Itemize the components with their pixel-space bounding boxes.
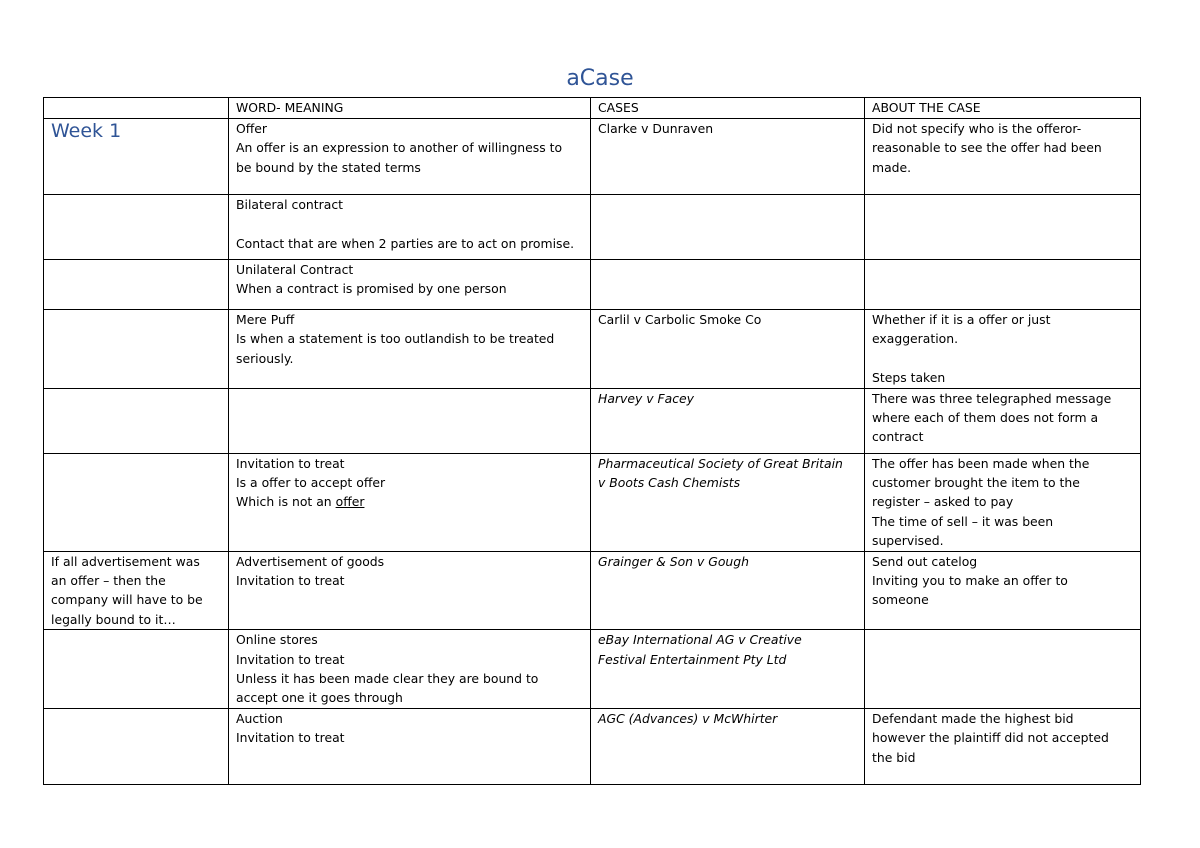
- cases-cell: [591, 260, 865, 310]
- about-line: There was three telegraphed message: [872, 390, 1112, 406]
- case-name: Pharmaceutical Society of Great Britain: [598, 455, 843, 471]
- case-name: Clarke v Dunraven: [598, 121, 714, 136]
- header-about-the-case: ABOUT THE CASE: [865, 98, 1141, 119]
- about-line: customer brought the item to the: [872, 475, 1080, 491]
- definition-line: Is when a statement is too outlandish to be treated: [236, 331, 555, 347]
- note-line: legally bound to it…: [51, 611, 176, 627]
- case-name: Harvey v Facey: [598, 390, 694, 406]
- case-name: AGC (Advances) v McWhirter: [598, 710, 778, 726]
- about-line: contract: [872, 429, 924, 445]
- about-cell: [865, 119, 1141, 195]
- blank-line: [236, 214, 584, 233]
- about-line: made.: [872, 159, 912, 175]
- term-name: Online stores: [236, 632, 318, 648]
- case-name: Festival Entertainment Pty Ltd: [598, 651, 787, 667]
- word-meaning-cell: [229, 195, 591, 260]
- header-row: [44, 98, 1141, 119]
- note-cell: [44, 195, 229, 260]
- about-cell: [865, 630, 1141, 709]
- definition-line: Invitation to treat: [236, 573, 345, 589]
- about-line: Inviting you to make an offer to: [872, 573, 1068, 589]
- cases-cell: [591, 551, 865, 630]
- table-row: [44, 260, 1141, 310]
- case-name: v Boots Cash Chemists: [598, 475, 741, 491]
- definition-line: accept one it goes through: [236, 690, 403, 706]
- table-row: [44, 551, 1141, 630]
- cases-cell: [591, 388, 865, 453]
- definition-line: Invitation to treat: [236, 651, 345, 667]
- definition-line: When a contract is promised by one person: [236, 281, 507, 297]
- word-meaning-cell: [229, 708, 591, 784]
- about-line: The time of sell – it was been: [872, 513, 1054, 529]
- about-line: Whether if it is a offer or just: [872, 312, 1051, 327]
- cases-cell: [591, 453, 865, 551]
- note-cell: [44, 630, 229, 709]
- about-cell: [865, 260, 1141, 310]
- about-cell: [865, 310, 1141, 389]
- note-cell: [44, 260, 229, 310]
- about-line: Defendant made the highest bid: [872, 710, 1074, 726]
- term-name: Auction: [236, 710, 283, 726]
- about-line: Steps taken: [872, 370, 946, 386]
- term-name: Offer: [236, 121, 268, 136]
- document-title: aCase: [566, 66, 634, 91]
- case-name: eBay International AG v Creative: [598, 632, 802, 648]
- case-name: Carlil v Carbolic Smoke Co: [598, 312, 762, 327]
- cases-cell: [591, 708, 865, 784]
- about-line: reasonable to see the offer had been: [872, 140, 1102, 156]
- week-cell: [44, 119, 229, 195]
- word-meaning-cell: [229, 310, 591, 389]
- about-line: Send out catelog: [872, 553, 978, 569]
- header-cases: CASES: [591, 98, 865, 119]
- note-line: If all advertisement was: [51, 553, 200, 569]
- note-cell: [44, 453, 229, 551]
- about-cell: [865, 551, 1141, 630]
- word-meaning-cell: [229, 551, 591, 630]
- header-cell-blank: [44, 98, 229, 119]
- definition-line: Unless it has been made clear they are bound to: [236, 671, 539, 687]
- table-row: [44, 310, 1141, 389]
- about-line: someone: [872, 592, 929, 608]
- about-line: exaggeration.: [872, 331, 959, 347]
- week-label: Week 1: [51, 120, 122, 142]
- header-word-meaning: WORD- MEANING: [229, 98, 591, 119]
- definition-line: be bound by the stated terms: [236, 159, 421, 175]
- word-meaning-cell: [229, 453, 591, 551]
- cases-cell: [591, 195, 865, 260]
- blank-line: [872, 349, 1134, 368]
- term-name: Invitation to treat: [236, 455, 345, 471]
- note-cell: [44, 551, 229, 630]
- table-row: [44, 195, 1141, 260]
- table-row: [44, 630, 1141, 709]
- about-line: the bid: [872, 749, 916, 765]
- term-name: Mere Puff: [236, 312, 295, 327]
- note-line: an offer – then the: [51, 573, 166, 589]
- table-row: [44, 708, 1141, 784]
- case-name: Grainger & Son v Gough: [598, 553, 749, 569]
- term-name: Unilateral Contract: [236, 262, 354, 277]
- word-meaning-cell: [229, 260, 591, 310]
- note-line: company will have to be: [51, 592, 203, 608]
- word-meaning-cell: [229, 119, 591, 195]
- note-cell: [44, 708, 229, 784]
- word-meaning-cell: [229, 388, 591, 453]
- table-row: [44, 388, 1141, 453]
- cases-cell: [591, 119, 865, 195]
- table-row: [44, 453, 1141, 551]
- table-row: [44, 119, 1141, 195]
- definition-line: [236, 492, 584, 511]
- definition-line: Is a offer to accept offer: [236, 475, 386, 491]
- about-cell: [865, 453, 1141, 551]
- case-table: [43, 97, 1141, 785]
- about-cell: [865, 195, 1141, 260]
- about-line: register – asked to pay: [872, 494, 1014, 510]
- about-line: where each of them does not form a: [872, 410, 1099, 426]
- cases-cell: [591, 630, 865, 709]
- about-cell: [865, 708, 1141, 784]
- definition-line: Invitation to treat: [236, 730, 345, 746]
- definition-line: seriously.: [236, 350, 294, 366]
- about-cell: [865, 388, 1141, 453]
- definition-line: Contact that are when 2 parties are to act on promise.: [236, 235, 575, 251]
- about-line: supervised.: [872, 533, 944, 549]
- note-cell: [44, 388, 229, 453]
- underlined-word: offer: [335, 494, 365, 510]
- about-line: The offer has been made when the: [872, 455, 1090, 471]
- word-meaning-cell: [229, 630, 591, 709]
- term-name: Bilateral contract: [236, 197, 343, 212]
- definition-line: An offer is an expression to another of willingness to: [236, 140, 563, 156]
- about-line: Did not specify who is the offeror-: [872, 121, 1082, 136]
- about-line: however the plaintiff did not accepted: [872, 730, 1109, 746]
- definition-text: Which is not an: [236, 494, 336, 510]
- note-cell: [44, 310, 229, 389]
- term-name: Advertisement of goods: [236, 553, 385, 569]
- cases-cell: [591, 310, 865, 389]
